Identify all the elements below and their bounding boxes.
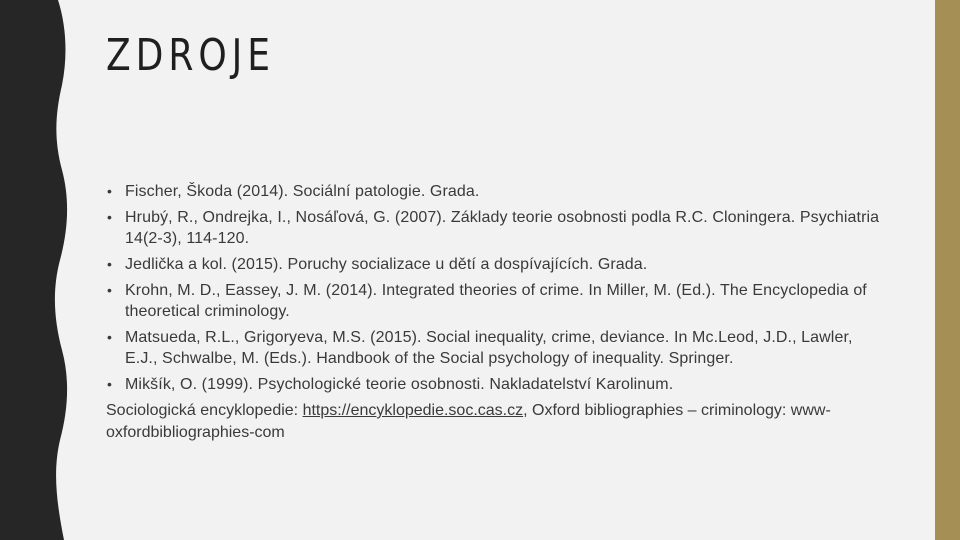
reference-text: Mikšík, O. (1999). Psychologické teorie osobnosti. Nakladatelství Karolinum.: [125, 376, 674, 393]
bullet-icon: •: [107, 256, 113, 272]
reference-item: [106, 254, 886, 275]
sources-prefix: Sociologická encyklopedie:: [106, 402, 303, 419]
left-band-path: [0, 0, 67, 540]
right-accent-band: [935, 0, 960, 540]
reference-item: [106, 374, 886, 395]
reference-text: Matsueda, R.L., Grigoryeva, M.S. (2015). Social inequality, crime, deviance. In Mc.Leod, J.D., Lawler, E.J., Schwalbe, M. (Eds.). Handbook of the Social psychology of inequality. Springer.: [125, 329, 853, 367]
bullet-icon: •: [107, 329, 113, 345]
encyclopedia-link[interactable]: https://encyklopedie.soc.cas.cz: [302, 402, 524, 419]
reference-item: [106, 181, 886, 202]
reference-text: Hrubý, R., Ondrejka, I., Nosáľová, G. (2007). Základy teorie osobnosti podla R.C. Cloningera. Psychiatria 14(2-3), 114-120.: [125, 209, 880, 247]
left-band-shape: [0, 0, 72, 540]
reference-text: Jedlička a kol. (2015). Poruchy socializace u dětí a dospívajících. Grada.: [125, 256, 648, 273]
bullet-icon: •: [107, 183, 113, 199]
bullet-icon: •: [107, 282, 113, 298]
slide-title: ZDROJE: [106, 30, 275, 81]
bullet-icon: •: [107, 209, 113, 225]
bullet-icon: •: [107, 376, 113, 392]
reference-text: Krohn, M. D., Eassey, J. M. (2014). Integrated theories of crime. In Miller, M. (Ed.). The Encyclopedia of theoretical criminology.: [125, 282, 867, 320]
references-content: [106, 181, 886, 444]
sources-suffix: , Oxford bibliographies – criminology: www-oxfordbibliographies-com: [106, 402, 831, 441]
reference-item: [106, 207, 886, 249]
reference-item: [106, 280, 886, 322]
online-sources-line: [106, 400, 886, 444]
reference-text: Fischer, Škoda (2014). Sociální patologie. Grada.: [125, 183, 480, 200]
reference-item: [106, 327, 886, 369]
left-decorative-band: [0, 0, 72, 540]
reference-list: [106, 181, 886, 395]
